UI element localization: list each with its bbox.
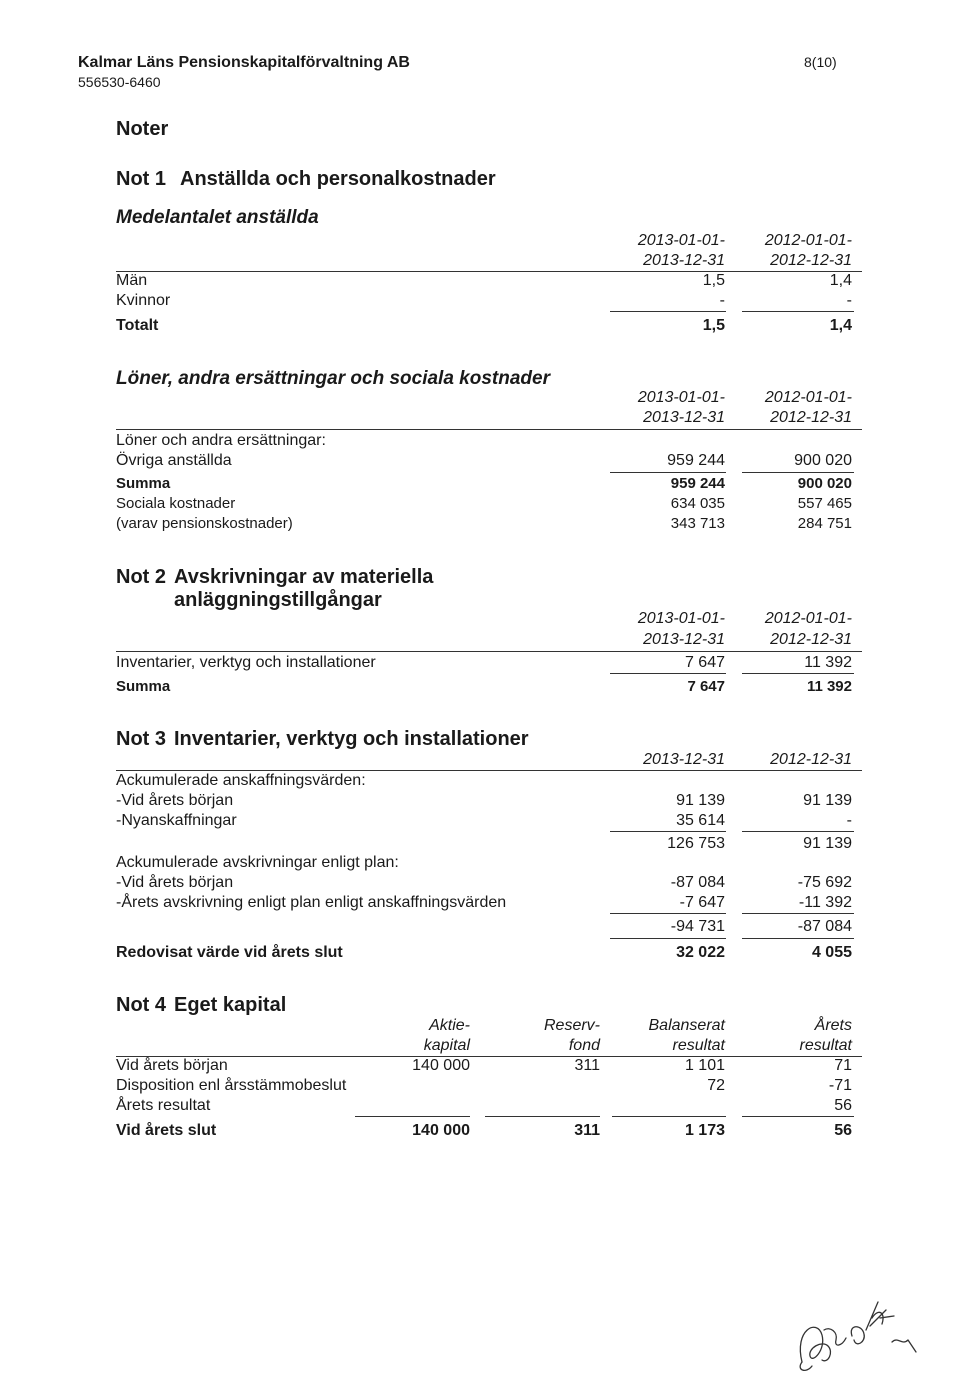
note1-title: Anställda och personalkostnader — [180, 168, 496, 190]
org-number: 556530-6460 — [78, 74, 161, 90]
n3-row-label: -Vid årets början — [116, 874, 234, 891]
n1b-row-2013: 343 713 — [670, 515, 725, 532]
n3-row-2013: -87 084 — [670, 874, 725, 891]
n4-total-reserv: 311 — [574, 1122, 600, 1139]
n4-col-arets-l2: resultat — [799, 1037, 852, 1054]
n1a-total-label: Totalt — [116, 317, 159, 334]
n4-row-arets: -71 — [828, 1077, 852, 1094]
note4-number: Not 4 — [116, 994, 166, 1016]
n1b-row-label: (varav pensionskostnader) — [116, 515, 293, 532]
n4-row-balanserat: 1 101 — [684, 1057, 725, 1074]
note3-title: Inventarier, verktyg och installationer — [174, 728, 529, 750]
page-number: 8(10) — [804, 54, 837, 70]
n3-subtotal-2012: 91 139 — [803, 835, 852, 852]
n3-row-label: -Årets avskrivning enligt plan enligt anskaffningsvärden — [116, 894, 507, 911]
note1-sub2: Löner, andra ersättningar och sociala kostnader — [116, 368, 550, 389]
n4-row-balanserat: 72 — [707, 1077, 725, 1094]
n4-col-aktie-l2: kapital — [423, 1037, 470, 1054]
n4-total-label: Vid årets slut — [116, 1122, 217, 1139]
n3-row-2013: -7 647 — [679, 894, 725, 911]
n1b-col2013-l1: 2013-01-01- — [637, 389, 725, 406]
note3-number: Not 3 — [116, 728, 166, 750]
n1b-row-label: Sociala kostnader — [116, 495, 236, 512]
note4-title: Eget kapital — [174, 994, 287, 1016]
n3-col2012: 2012-12-31 — [770, 751, 852, 768]
n1a-col2012-l2: 2012-12-31 — [770, 252, 852, 269]
note1-sub1: Medelantalet anställda — [116, 207, 319, 228]
n1a-row-label: Män — [116, 272, 148, 289]
company-name: Kalmar Läns Pensionskapitalförvaltning AB — [78, 54, 410, 71]
n3-subtotal-2012: -87 084 — [797, 918, 852, 935]
n2-sum-2013: 7 647 — [687, 678, 725, 695]
n1a-total-2012: 1,4 — [829, 317, 852, 334]
n4-col-arets-l1: Årets — [814, 1017, 852, 1034]
n2-row-2012: 11 392 — [804, 654, 852, 671]
note2-number: Not 2 — [116, 566, 166, 588]
n4-col-balanserat-l1: Balanserat — [648, 1017, 725, 1034]
n4-row-arets: 56 — [834, 1097, 852, 1114]
n3-col2013: 2013-12-31 — [643, 751, 725, 768]
n3-row-label: -Nyanskaffningar — [116, 812, 237, 829]
n3-row-2012: - — [846, 812, 852, 829]
n1b-row-2013: 634 035 — [670, 495, 725, 512]
n1b-sum-label: Summa — [116, 475, 171, 492]
n4-row-label: Vid årets början — [116, 1057, 228, 1074]
n4-col-balanserat-l2: resultat — [672, 1037, 725, 1054]
n1a-col2013-l1: 2013-01-01- — [637, 232, 725, 249]
n3-subtotal-2013: 126 753 — [667, 835, 725, 852]
n4-total-arets: 56 — [834, 1122, 852, 1139]
n3-total-label: Redovisat värde vid årets slut — [116, 944, 343, 961]
n2-col2012-l1: 2012-01-01- — [764, 610, 852, 627]
n3-row-2012: -75 692 — [797, 874, 852, 891]
n2-col2013-l2: 2013-12-31 — [643, 631, 725, 648]
n4-total-balanserat: 1 173 — [684, 1122, 725, 1139]
note2-title-l2: anläggningstillgångar — [174, 589, 382, 611]
n2-col2012-l2: 2012-12-31 — [770, 631, 852, 648]
n1b-row-2012: 284 751 — [797, 515, 852, 532]
n4-row-reserv: 311 — [574, 1057, 600, 1074]
n1b-row-label: Övriga anställda — [116, 452, 232, 469]
n1b-row-label: Löner och andra ersättningar: — [116, 432, 326, 449]
n1b-sum-2013: 959 244 — [670, 475, 725, 492]
n3-row-2013: 91 139 — [676, 792, 725, 809]
n4-col-reserv-l2: fond — [568, 1037, 600, 1054]
n4-col-aktie-l1: Aktie- — [429, 1017, 470, 1034]
n2-row-2013: 7 647 — [684, 654, 725, 671]
n3-row-2012: 91 139 — [803, 792, 852, 809]
signature-image — [782, 1290, 932, 1380]
n1a-row-2013: 1,5 — [702, 272, 725, 289]
n2-sum-label: Summa — [116, 678, 171, 695]
n1b-row-2012: 557 465 — [797, 495, 852, 512]
n4-total-aktie: 140 000 — [412, 1122, 470, 1139]
note2-title-l1: Avskrivningar av materiella — [174, 566, 434, 588]
n3-subtotal-2013: -94 731 — [670, 918, 725, 935]
n3-row-label: -Vid årets början — [116, 792, 234, 809]
n2-sum-2012: 11 392 — [806, 678, 852, 695]
n1b-row-2013: 959 244 — [667, 452, 725, 469]
n1b-col2012-l1: 2012-01-01- — [764, 389, 852, 406]
n3-row-2013: 35 614 — [676, 812, 725, 829]
n4-row-arets: 71 — [834, 1057, 852, 1074]
n2-col2013-l1: 2013-01-01- — [637, 610, 725, 627]
n3-total-2013: 32 022 — [676, 944, 725, 961]
n1b-sum-2012: 900 020 — [797, 475, 852, 492]
n2-row-label: Inventarier, verktyg och installationer — [116, 654, 376, 671]
n3-row-2012: -11 392 — [798, 894, 852, 911]
n4-row-label: Årets resultat — [116, 1097, 211, 1114]
n1a-row-label: Kvinnor — [116, 292, 171, 309]
note1-number: Not 1 — [116, 168, 166, 190]
n1a-total-2013: 1,5 — [702, 317, 725, 334]
n4-row-aktie: 140 000 — [412, 1057, 470, 1074]
n4-col-reserv-l1: Reserv- — [543, 1017, 600, 1034]
n1a-row-2013: - — [719, 292, 725, 309]
n1a-row-2012: - — [846, 292, 852, 309]
n3-row-label: Ackumulerade anskaffningsvärden: — [116, 772, 366, 789]
n1a-col2013-l2: 2013-12-31 — [643, 252, 725, 269]
n1a-row-2012: 1,4 — [829, 272, 852, 289]
n1a-col2012-l1: 2012-01-01- — [764, 232, 852, 249]
n1b-col2012-l2: 2012-12-31 — [770, 409, 852, 426]
n1b-row-2012: 900 020 — [794, 452, 852, 469]
n3-total-2012: 4 055 — [811, 944, 852, 961]
n4-row-label: Disposition enl årsstämmobeslut — [116, 1077, 347, 1094]
section-title: Noter — [116, 118, 169, 140]
n3-row-label: Ackumulerade avskrivningar enligt plan: — [116, 854, 399, 871]
n1b-col2013-l2: 2013-12-31 — [643, 409, 725, 426]
